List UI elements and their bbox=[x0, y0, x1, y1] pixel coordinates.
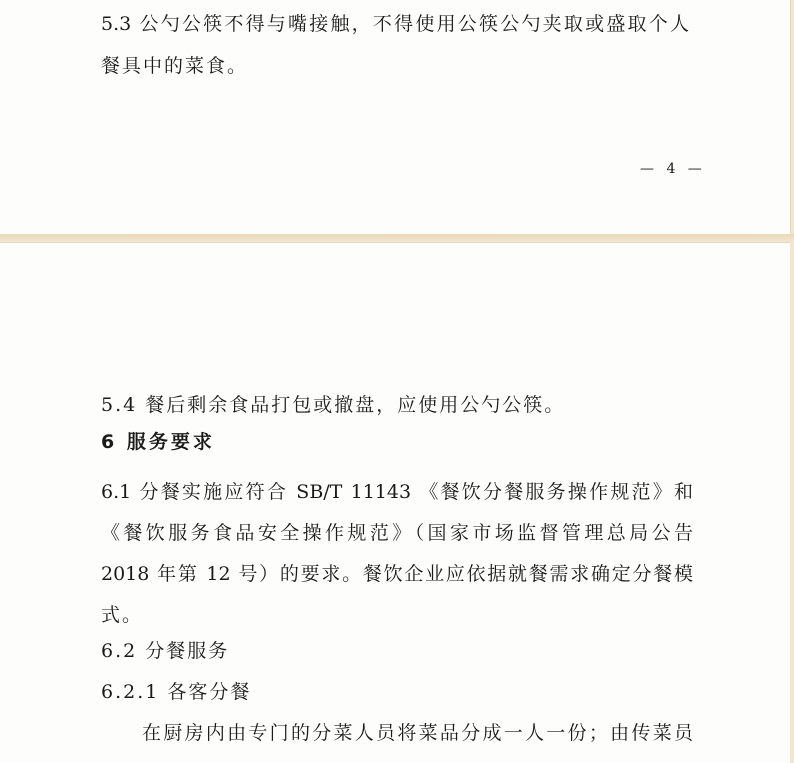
clause-6-1-line-2: 《餐饮服务食品安全操作规范》（国家市场监督管理总局公告 bbox=[101, 522, 693, 544]
document-page-top bbox=[0, 0, 791, 234]
page-number: — 4 — bbox=[640, 161, 706, 177]
page-gap bbox=[0, 234, 794, 242]
clause-5-3-line-2: 餐具中的菜食。 bbox=[101, 55, 249, 77]
clause-6-1-line-3: 2018 年第 12 号）的要求。餐饮企业应依据就餐需求确定分餐模 bbox=[101, 563, 693, 585]
section-6-2-heading: 6.2 分餐服务 bbox=[101, 640, 230, 662]
clause-5-4: 5.4 餐后剩余食品打包或撤盘，应使用公勺公筷。 bbox=[101, 394, 566, 416]
section-6-2-1-heading: 6.2.1 各客分餐 bbox=[101, 681, 252, 703]
clause-6-1-line-4: 式。 bbox=[101, 604, 144, 626]
clause-6-2-1-line-1: 在厨房内由专门的分菜人员将菜品分成一人一份；由传菜员 bbox=[142, 722, 693, 744]
clause-5-3-line-1: 5.3 公勺公筷不得与嘴接触，不得使用公筷公勺夹取或盛取个人 bbox=[101, 13, 689, 35]
section-6-heading: 6 服务要求 bbox=[101, 431, 215, 453]
document-page-bottom bbox=[0, 242, 790, 763]
clause-6-1-line-1: 6.1 分餐实施应符合 SB/T 11143 《餐饮分餐服务操作规范》和 bbox=[101, 481, 693, 503]
